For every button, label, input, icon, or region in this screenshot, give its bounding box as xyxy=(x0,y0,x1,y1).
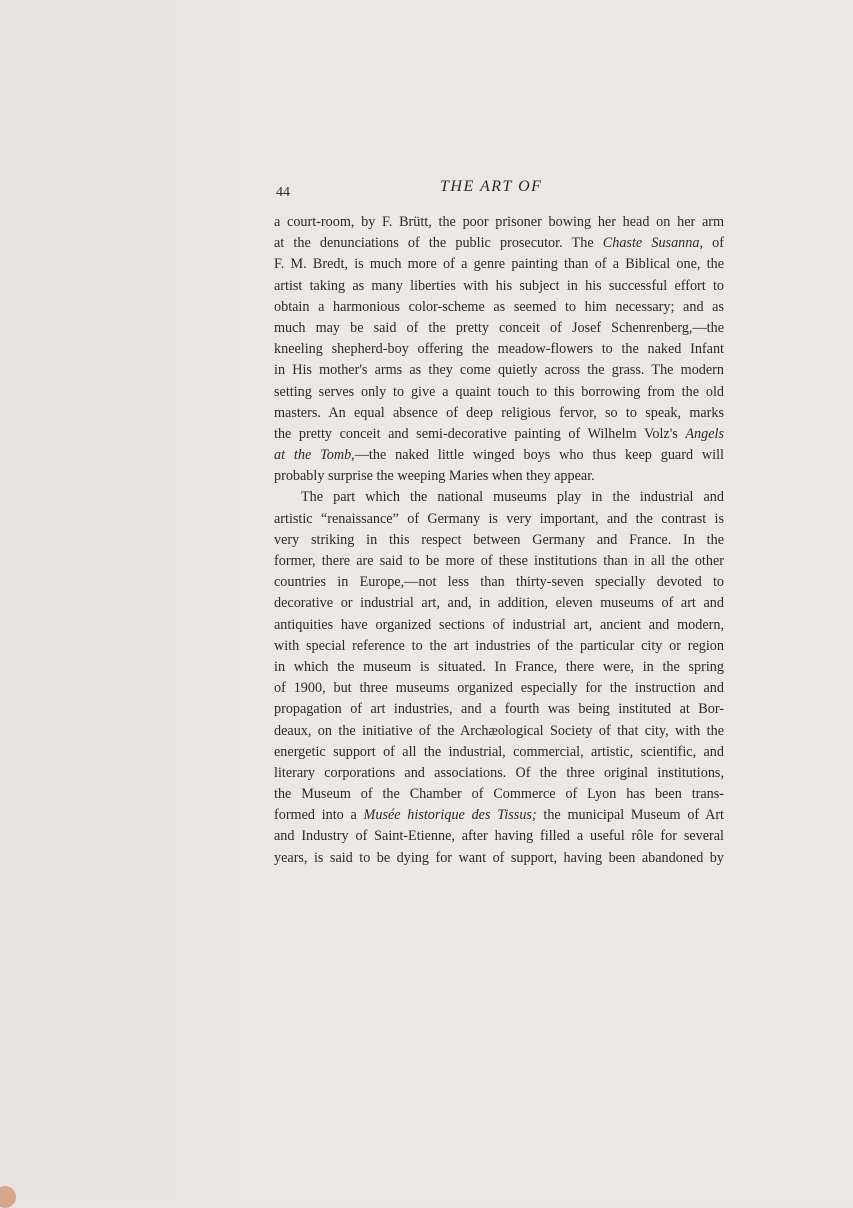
text-line: decorative or industrial art, and, in addition, eleven museums of art and xyxy=(274,595,724,612)
text-line: literary corporations and associations. Of the three original institutions, xyxy=(274,764,724,781)
text-line: countries in Europe,—not less than thirty-seven specially devoted to xyxy=(274,574,724,591)
text-line: The part which the national museums play in the industrial and xyxy=(301,489,724,506)
text-line: deaux, on the initiative of the Archæological Society of that city, with the xyxy=(274,722,724,739)
page-header xyxy=(276,178,722,202)
text-line: in which the museum is situated. In France, there were, in the spring xyxy=(274,658,724,675)
text-line: propagation of art industries, and a fourth was being instituted at Bor- xyxy=(274,701,724,718)
body-text xyxy=(274,212,724,869)
text-line: setting serves only to give a quaint touch to this borrowing from the old xyxy=(274,383,724,400)
text-line: formed into a Musée historique des Tissus; the municipal Museum of Art xyxy=(274,807,724,824)
text-line: in His mother's arms as they come quietly across the grass. The modern xyxy=(274,362,724,379)
text-line: artist taking as many liberties with his subject in his successful effort to xyxy=(274,277,724,294)
running-head: THE ART OF xyxy=(440,178,543,195)
text-line: at the denunciations of the public prosecutor. The Chaste Susanna, of xyxy=(274,235,724,252)
text-line: very striking in this respect between Germany and France. In the xyxy=(274,531,724,548)
text-line: F. M. Bredt, is much more of a genre painting than of a Biblical one, the xyxy=(274,256,724,273)
text-line: at the Tomb,—the naked little winged boys who thus keep guard will xyxy=(274,447,724,464)
text-line: a court-room, by F. Brütt, the poor prisoner bowing her head on her arm xyxy=(274,214,724,230)
page-corner-tab xyxy=(0,1186,16,1208)
text-line: artistic “renaissance” of Germany is very important, and the contrast is xyxy=(274,510,724,527)
text-line: the pretty conceit and semi-decorative painting of Wilhelm Volz's Angels xyxy=(274,425,724,442)
text-line: kneeling shepherd-boy offering the meadow-flowers to the naked Infant xyxy=(274,341,724,358)
text-line: masters. An equal absence of deep religious fervor, so to speak, marks xyxy=(274,404,724,421)
text-line: years, is said to be dying for want of support, having been abandoned by xyxy=(274,849,724,866)
text-line: antiquities have organized sections of industrial art, ancient and modern, xyxy=(274,616,724,633)
text-line: the Museum of the Chamber of Commerce of Lyon has been trans- xyxy=(274,786,724,803)
text-line: of 1900, but three museums organized especially for the instruction and xyxy=(274,680,724,697)
text-line: and Industry of Saint-Etienne, after having filled a useful rôle for several xyxy=(274,828,724,845)
text-line: probably surprise the weeping Maries when they appear. xyxy=(274,468,595,485)
text-line: former, there are said to be more of these institutions than in all the other xyxy=(274,553,724,569)
page-number: 44 xyxy=(276,185,290,200)
text-line: energetic support of all the industrial, commercial, artistic, scientific, and xyxy=(274,743,724,760)
text-line: with special reference to the art industries of the particular city or region xyxy=(274,637,724,654)
text-line: much may be said of the pretty conceit of Josef Schenrenberg,—the xyxy=(274,319,724,336)
text-line: obtain a harmonious color-scheme as seemed to him necessary; and as xyxy=(274,298,724,315)
